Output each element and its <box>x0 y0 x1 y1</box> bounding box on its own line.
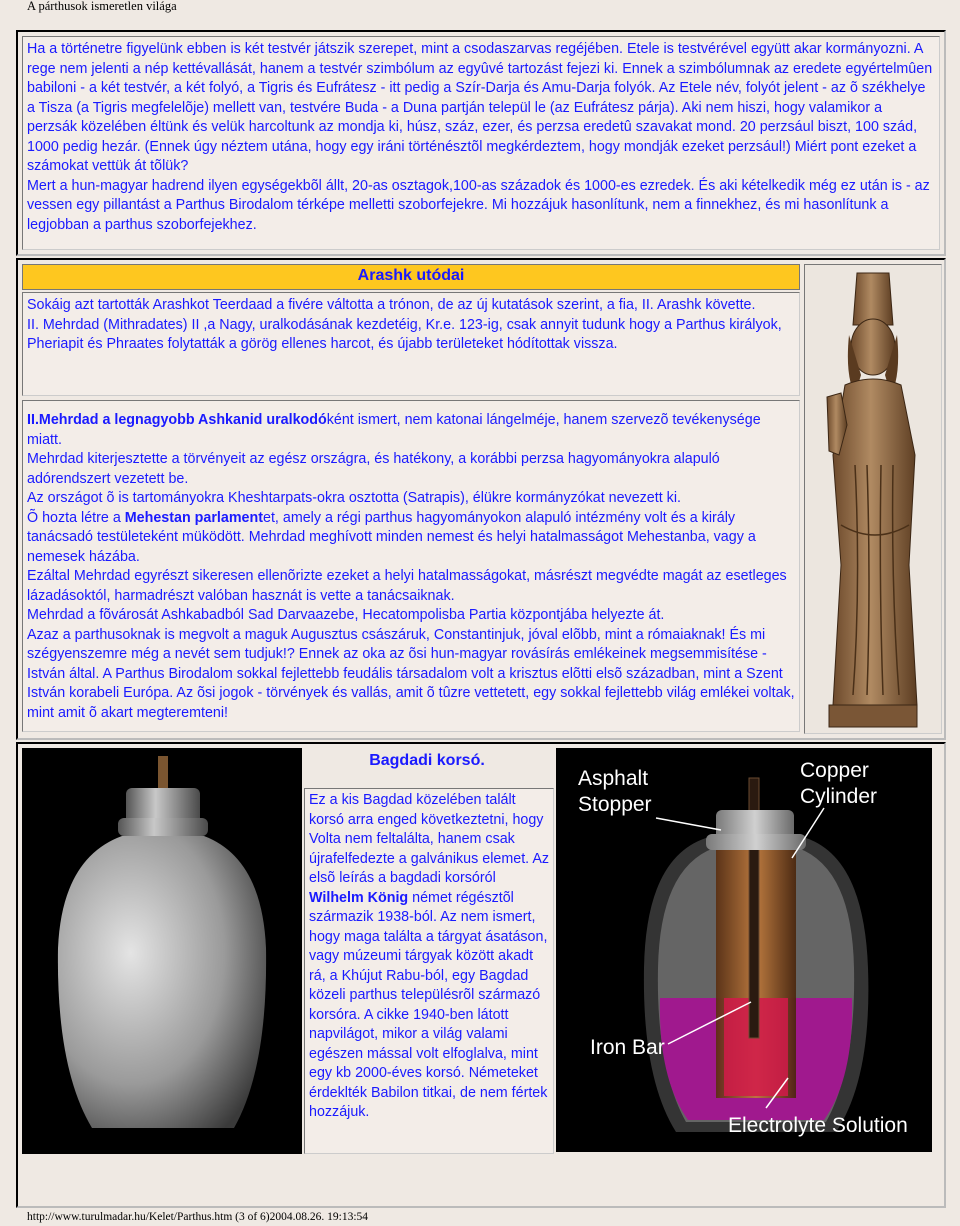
mehrdad-para9: Azaz a parthusoknak is megvolt a maguk Augusztus császáruk, Constantinjuk, jóval elõbb, mint a rómaiaknak! És mi szégyenszemre még a nevét sem tudjuk!? Ennek az oka az õsi hun-magyar rovásírás emlékeinek megsemmisítése - István által. A Parthus Birodalom sokkal fejlettebb feudális társadalom volt a krisztus elõtti elsõ században, mint a Szent István korabeli Európa. Az õsi jogok - törvények és vallás, amit õ tûzre vettetett, egy sokkal fejlettebb világ emlékei voltak, mint amit õ akart megteremteni! <box>27 626 795 721</box>
bagdad-text-box <box>304 788 554 1154</box>
page-header-title: A párthusok ismeretlen világa <box>27 0 177 13</box>
mehrdad-para5: Az országot õ is tartományokra Kheshtarpats-okra osztotta (Satrapis), élükre kormányzókat nevezett ki. <box>27 490 681 506</box>
section-bagdad-frame <box>16 742 946 1208</box>
mehrdad-rest6: et, amely a régi parthus hagyományokon alapuló intézmény volt és a király tanácsadó testületeként müködött. Mehrdad meghívott minden nemest és helyi hatalmasságot Mehestanba, vagy a nemesek házába. <box>27 509 756 565</box>
section-arashk-frame <box>16 258 946 740</box>
intro-paragraph <box>27 40 935 235</box>
clay-jar-image <box>22 748 302 1154</box>
battery-diagram <box>556 748 932 1152</box>
intro-text-2: Mert a hun-magyar hadrend ilyen egységekbõl állt, 20-as osztagok,100-as századok és 1000-es ezredek. És aki kételkedik még ez után is - az vessen egy pillantást a Parthus Birodalom térképe melletti szoborfejekre. Mi hozzájuk hasonlítunk, nem a finnekhez, és mi hasonlítunk a legjobban a parthus szoborfejekhez. <box>27 177 930 233</box>
mehrdad-bold: II.Mehrdad a legnagyobb Ashkanid uralkodó <box>27 412 327 428</box>
section-intro-frame <box>16 30 946 256</box>
bagdad-jar-photo <box>22 748 302 1154</box>
arashk-heading: Arashk utódai <box>22 264 800 290</box>
bagdad-text-pre: Ez a kis Bagdad közelében talált korsó arra enged következtetni, hogy Volta nem feltalálta, hanem csak újrafelfedezte a galvánikus elemet. Az elsõ leírás a bagdadi korsóról <box>309 792 550 886</box>
label-copper-cylinder: Copper Cylinder <box>800 759 878 808</box>
page-footer-url: http://www.turulmadar.hu/Kelet/Parthus.htm (3 of 6)2004.08.26. 19:13:54 <box>27 1211 369 1223</box>
konig-bold: Wilhelm König <box>309 889 409 906</box>
intro-text: Ha a történetre figyelünk ebben is két testvér játszik szerepet, mint a csodaszarvas regéjében. Etele is testvérével együtt akar kormányozni. A rege nem jelenti a nép kettévallását, hanem a testvér szimbólum az egyûvé tartozást fejezi ki. Ennek a szimbólumnak az eredete egyértelmûen babiloni - a két testvér, a két folyó, a Tigris és Eufrátesz - itt pedig a Szír-Darja és Amu-Darja folyók. Az Etele név, folyót jelent - az õ székhelye a Tisza (a Tigris megfelelõje) mellett van, testvére Buda - a Duna partján települ le (az Eufrátesz párja). Aki nem hiszi, hogy valamikor a perzsák közelében éltünk és velük harcoltunk az mondja ki, húsz, száz, ezer, és perzsa eredetû szavakat mond. 20 perzsául biszt, 100 szád, 1000 pedig hezár. (Ennek úgy néztem utána, hogy egy iráni történésztõl megkérdeztem, hogy mondják ezeket perzsául!) Miért pont ezeket a számokat vettük át tõlük? <box>27 41 933 174</box>
bagdad-text-post: német régésztõl származik 1938-ból. Az nem ismert, hogy maga találta a tárgyat ásatáson, vagy múzeumi tárgyak között akadt rá, a Khújut Rabu-ból, egy Bagdad közeli parthus településrõl származó korsóra. A cikke 1940-ben látott napvilágot, mikor a világ valami egészen mással volt elfoglalva, mint egy kb 2000-éves korsó. Németeket érdeklték Babilon titkai, de nem fértek hozzájuk. <box>309 889 548 1120</box>
mehrdad-para4: Mehrdad kiterjesztette a törvényeit az egész országra, és hatékony, a korábbi perzsa hagyományokra alapuló adórendszert vezetett be. <box>27 451 720 487</box>
mehestan-bold: Mehestan parlament <box>124 509 263 526</box>
bagdad-heading: Bagdadi korsó. <box>369 752 485 769</box>
arashk-para2: II. Mehrdad (Mithradates) II ,a Nagy, uralkodásának kezdetéig, Kr.e. 123-ig, csak annyit tudunk hogy a Parthus királyok, Pheriapit és Phraates folytatták a görög ellenes harcot, és újabb területeket hódítottak vissza. <box>27 316 782 352</box>
mehrdad-para8: Mehrdad a fõvárosát Ashkabadból Sad Darvaazebe, Hecatompolisba Partia központjába helyezte át. <box>27 607 665 623</box>
arashk-para1: Sokáig azt tartották Arashkot Teerdaad a fivére váltotta a trónon, de az új kutatások szerint, a fia, II. Arashk követte. <box>27 297 756 313</box>
label-iron-bar: Iron Bar <box>590 1036 665 1059</box>
statue-image-frame <box>804 264 942 734</box>
label-asphalt-stopper: Asphalt Stopper <box>578 767 652 816</box>
section-intro-box <box>22 36 940 250</box>
mehrdad-rest: ként ismert, nem katonai lángelméje, hanem szervezõ tevékenysége miatt. <box>27 412 761 448</box>
label-electrolyte-solution: Electrolyte Solution <box>728 1114 908 1137</box>
mehrdad-para7: Ezáltal Mehrdad egyrészt sikeresen ellenõrizte ezeket a helyi hatalmasságokat, másrészt megvédte magát az esetleges lázadásoktól, harmadrészt valóban hasznát is vette a tanácsaiknak. <box>27 568 787 604</box>
arashk-para1-box <box>22 292 800 396</box>
mehrdad-box <box>22 400 800 732</box>
parthian-statue-image <box>805 265 941 733</box>
mehrdad-pre6: Õ hozta létre a <box>27 509 125 526</box>
